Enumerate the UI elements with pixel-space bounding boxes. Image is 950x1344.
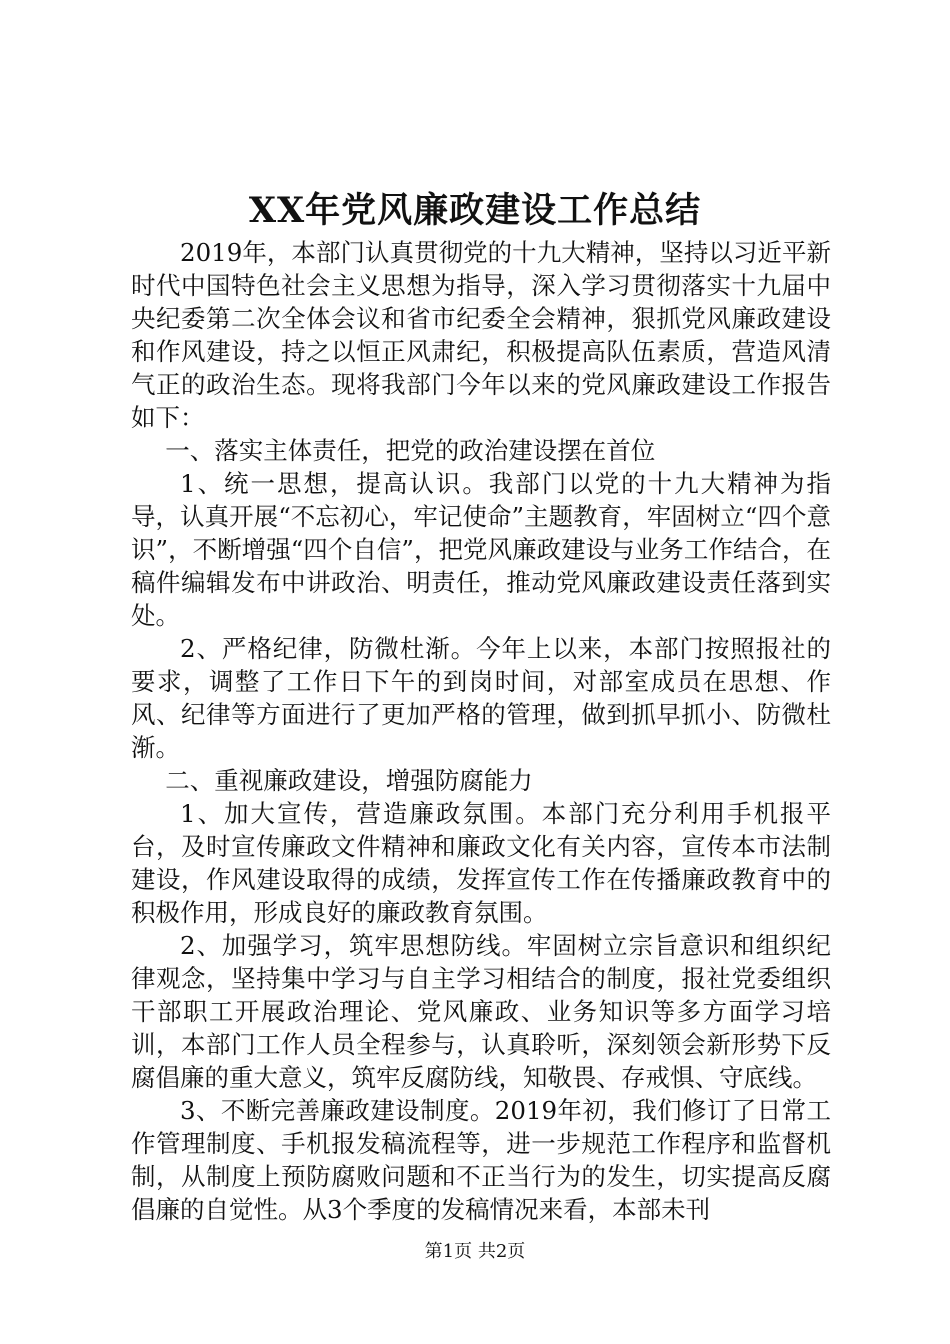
paragraph-2-3: 3、不断完善廉政建设制度。2019年初，我们修订了日常工作管理制度、手机报发稿流程等，进一步规范工作程序和监督机制，从制度上预防腐败问题和不正当行为的发生，切实提高反腐倡廉的自觉性。从3个季度的发稿情况来看，本部未刊 xyxy=(131,1096,831,1224)
section-heading-1: 一、落实主体责任，把党的政治建设摆在首位 xyxy=(165,436,656,465)
page-number-footer: 第1页 共2页 xyxy=(424,1241,526,1262)
paragraph-1-2: 2、严格纪律，防微杜渐。今年上以来，本部门按照报社的要求，调整了工作日下午的到岗时间，对部室成员在思想、作风、纪律等方面进行了更加严格的管理，做到抓早抓小、防微杜渐。 xyxy=(131,634,831,762)
section-heading-2: 二、重视廉政建设，增强防腐能力 xyxy=(165,766,533,795)
paragraph-1-1: 1、统一思想，提高认识。我部门以党的十九大精神为指导，认真开展“不忘初心，牢记使命”主题教育，牢固树立“四个意识”，不断增强“四个自信”，把党风廉政建设与业务工作结合，在稿件编辑发布中讲政治、明责任，推动党风廉政建设责任落到实处。 xyxy=(131,469,831,630)
paragraph-2-1: 1、加大宣传，营造廉政氛围。本部门充分利用手机报平台，及时宣传廉政文件精神和廉政文化有关内容，宣传本市法制建设，作风建设取得的成绩，发挥宣传工作在传播廉政教育中的积极作用，形成良好的廉政教育氛围。 xyxy=(131,799,831,927)
document-title: XX年党风廉政建设工作总结 xyxy=(248,190,702,231)
paragraph-2-2: 2、加强学习，筑牢思想防线。牢固树立宗旨意识和组织纪律观念，坚持集中学习与自主学习相结合的制度，报社党委组织干部职工开展政治理论、党风廉政、业务知识等多方面学习培训，本部门工作人员全程参与，认真聆听，深刻领会新形势下反腐倡廉的重大意义，筑牢反腐防线，知敬畏、存戒惧、守底线。 xyxy=(131,931,831,1092)
paragraph-intro: 2019年，本部门认真贯彻党的十九大精神，坚持以习近平新时代中国特色社会主义思想为指导，深入学习贯彻落实十九届中央纪委第二次全体会议和省市纪委全会精神，狠抓党风廉政建设和作风建设，持之以恒正风肃纪，积极提高队伍素质，营造风清气正的政治生态。现将我部门今年以来的党风廉政建设工作报告如下： xyxy=(131,238,831,432)
document-body xyxy=(131,236,831,1226)
